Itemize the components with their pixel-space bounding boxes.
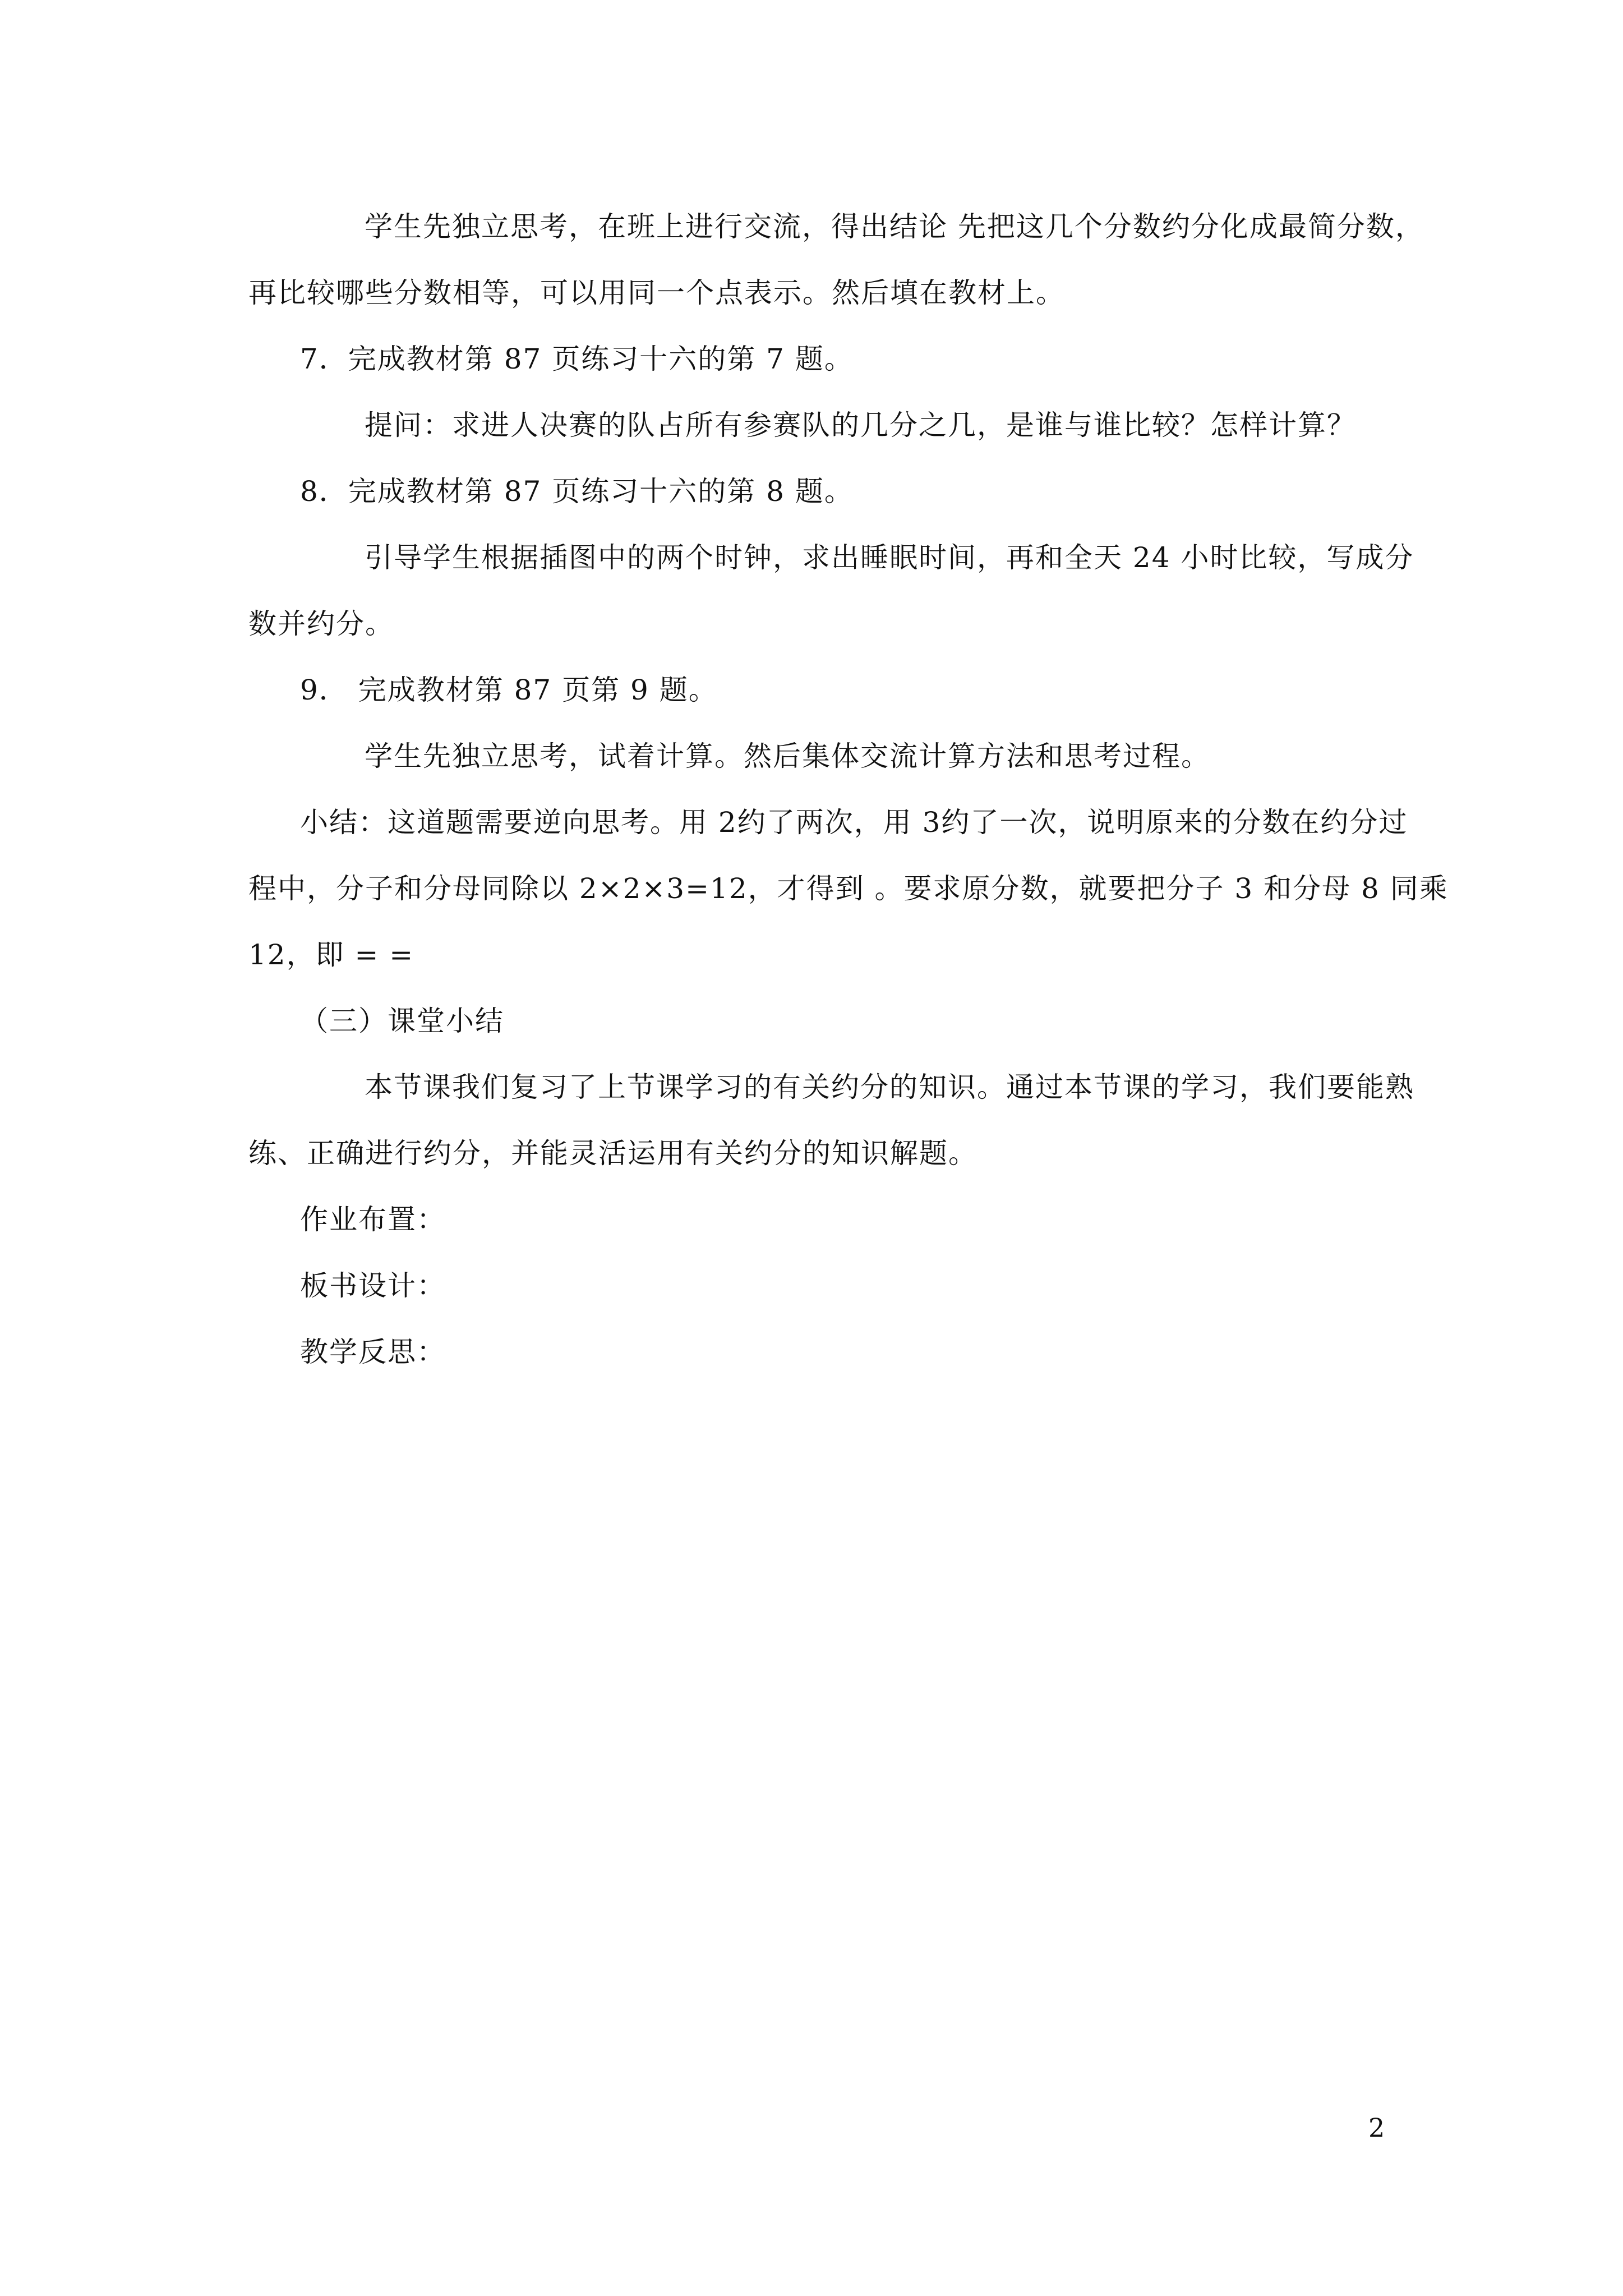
paragraph-line: 提问：求进人决赛的队占所有参赛队的几分之几，是谁与谁比较？怎样计算？: [365, 409, 1356, 441]
teaching-reflection-label: 教学反思：: [300, 1336, 446, 1368]
section-heading: （三）课堂小结: [300, 1005, 504, 1037]
homework-label: 作业布置：: [300, 1203, 446, 1236]
paragraph-line: 学生先独立思考，在班上进行交流，得出结论 先把这几个分数约分化成最简分数，: [365, 210, 1424, 243]
paragraph-line: 学生先独立思考，试着计算。然后集体交流计算方法和思考过程。: [365, 740, 1210, 772]
list-item: 7．完成教材第 87 页练习十六的第 7 题。: [300, 343, 854, 375]
summary-line: 小结：这道题需要逆向思考。用 2约了两次，用 3约了一次，说明原来的分数在约分过: [300, 806, 1408, 839]
paragraph-line: 引导学生根据插图中的两个时钟，求出睡眠时间，再和全天 24 小时比较，写成分: [365, 541, 1414, 574]
paragraph-line: 本节课我们复习了上节课学习的有关约分的知识。通过本节课的学习，我们要能熟: [365, 1071, 1414, 1103]
summary-line: 程中，分子和分母同除以 2×2×3=12，才得到 。要求原分数，就要把分子 3 和分母 8 同乘: [248, 872, 1449, 905]
summary-line: 12，即 = =: [248, 938, 414, 971]
board-design-label: 板书设计：: [300, 1269, 446, 1302]
list-item: 9． 完成教材第 87 页第 9 题。: [300, 674, 718, 706]
paragraph-line: 练、正确进行约分，并能灵活运用有关约分的知识解题。: [248, 1137, 978, 1170]
paragraph-line: 再比较哪些分数相等，可以用同一个点表示。然后填在教材上。: [248, 277, 1065, 309]
list-item: 8．完成教材第 87 页练习十六的第 8 题。: [300, 475, 854, 508]
page-number: 2: [1368, 2113, 1385, 2143]
paragraph-line: 数并约分。: [248, 608, 394, 640]
